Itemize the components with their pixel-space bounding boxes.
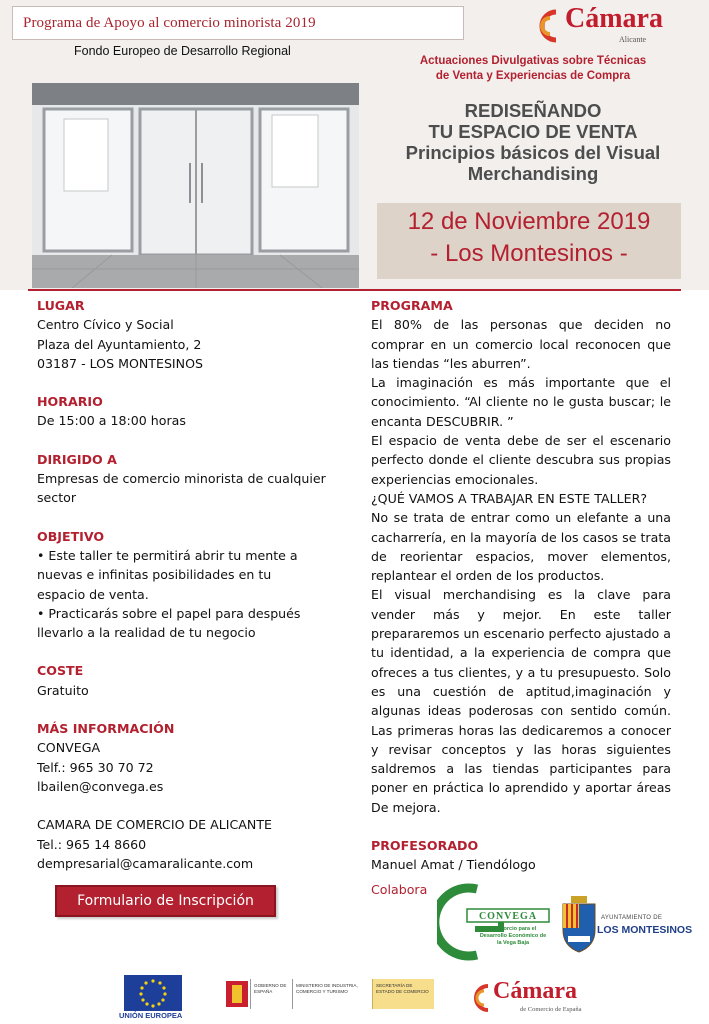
eu-label: UNIÓN EUROPEA (119, 1011, 183, 1020)
main-title (372, 100, 694, 184)
ministerio-label: MINISTERIO DE INDUSTRIA, COMERCIO Y TURISMO (296, 983, 358, 994)
registration-form-button[interactable]: Formulario de Inscripción (55, 885, 276, 917)
program-title: Programa de Apoyo al comercio minorista 2019 (12, 6, 464, 40)
coste-heading: COSTE (37, 663, 84, 679)
horario-heading: HORARIO (37, 394, 103, 410)
program-paragraph: El espacio de venta debe de ser el escenario perfecto donde el cliente descubra sus propias experiencias emocionales. (371, 433, 671, 487)
info-line: CONVEGA (37, 740, 101, 756)
convega-logo (437, 883, 551, 961)
ayuntamiento-name: LOS MONTESINOS (597, 924, 693, 936)
actuaciones-line1: Actuaciones Divulgativas sobre Técnicas (419, 55, 647, 67)
dirigido-line: sector (37, 490, 77, 506)
phone-text: Telf.: 965 30 70 72 (37, 759, 154, 775)
objetivo-line: espacio de venta. (37, 586, 149, 602)
event-place: - Los Montesinos - (430, 240, 628, 267)
program-paragraph: El visual merchandising es la clave para vender más y mejor. En este taller prepararemos un escenario perfecto ajustado a tu identidad, a la experiencia de compra que ofreces a tus clientes, y a tu presupuesto. Solo es una cuestión de aptitud,imaginación y algunas ideas poderosas con sentido común. Las primeras horas las dedicaremos a conocer y revisar conceptos y las horas siguientes saldremos a las tiendas participantes para poner en práctica lo aprendido y aportar áreas De mejora. (371, 587, 671, 815)
coste-line: Gratuito (37, 682, 89, 698)
lugar-heading: LUGAR (37, 298, 85, 313)
actuaciones-line2: de Venta y Experiencias de Compra (435, 70, 631, 82)
ayuntamiento-small: AYUNTAMIENTO DE (601, 915, 663, 921)
horario-line: De 15:00 a 18:00 horas (37, 413, 186, 429)
dirigido-line: Empresas de comercio minorista de cualquier (37, 471, 326, 487)
secretaria-label: SECRETARÍA DE ESTADO DE COMERCIO (376, 983, 429, 994)
profesorado-line: Manuel Amat / Tiendólogo (371, 857, 536, 873)
profesorado-heading: PROFESORADO (371, 838, 479, 854)
program-paragraph: El 80% de las personas que deciden no comprar en un comercio local reconocen que las tiendas “les aburren”. (371, 317, 671, 371)
colabora-label: Colabora (371, 882, 428, 897)
lugar-line: Plaza del Ayuntamiento, 2 (37, 336, 202, 352)
gobierno-label: GOBIERNO DE ESPAÑA (254, 983, 287, 994)
camara-city: Alicante (619, 35, 647, 44)
storefront-photo (32, 83, 359, 288)
objetivo-heading: OBJETIVO (37, 528, 105, 544)
info-line: CAMARA DE COMERCIO DE ALICANTE (37, 817, 272, 833)
email-link[interactable]: lbailen@convega.es (37, 778, 164, 794)
objetivo-line: • Este taller te permitirá abrir tu mente a (37, 547, 298, 563)
title-line3: Principios básicos del Visual (405, 142, 661, 163)
info-heading: MÁS INFORMACIÓN (37, 721, 175, 737)
convega-subtitle: Consorcio para el Desarrollo Económico de la Vega Baja (479, 926, 547, 946)
lugar-line: Centro Cívico y Social (37, 317, 174, 333)
title-line2: TU ESPACIO DE VENTA (428, 121, 638, 142)
dirigido-heading: DIRIGIDO A (37, 451, 117, 467)
fondo-europeo-text: Fondo Europeo de Desarrollo Regional (74, 44, 291, 58)
programa-heading: PROGRAMA (371, 298, 453, 313)
title-line1: REDISEÑANDO (464, 100, 602, 121)
objetivo-line: llevarlo a la realidad de tu negocio (37, 625, 256, 641)
objetivo-line: nuevas e infinitas posibilidades en tu (37, 567, 272, 583)
convega-logo-text: CONVEGA (478, 911, 538, 922)
program-paragraph: No se trata de entrar como un elefante a una cacharrería, en la mayoría de los casos se trata de reorientar espacios, mover elementos, replantear el orden de los productos. (371, 510, 671, 584)
phone-text: Tel.: 965 14 8660 (37, 836, 147, 852)
info-column (37, 296, 337, 873)
lugar-line: 03187 - LOS MONTESINOS (37, 355, 203, 371)
camara-espana-sub: de Comercio de España (520, 1006, 582, 1013)
camara-logo-text: Cámara (565, 3, 663, 34)
title-line4: Merchandising (467, 163, 599, 184)
objetivo-line: • Practicarás sobre el papel para después (37, 605, 301, 621)
program-paragraph: ¿QUÉ VAMOS A TRABAJAR EN ESTE TALLER? (371, 490, 647, 506)
event-date: 12 de Noviembre 2019 (407, 208, 651, 235)
divider-line (28, 289, 681, 291)
email-link[interactable]: dempresarial@camaralicante.com (37, 855, 254, 871)
camara-espana-text: Cámara (493, 978, 577, 1004)
program-paragraph: La imaginación es más importante que el conocimiento. “Al cliente no le gusta buscar; le encanta DESCUBRIR. ” (371, 375, 671, 429)
actuaciones-subtitle (372, 54, 694, 84)
program-column (371, 296, 671, 875)
